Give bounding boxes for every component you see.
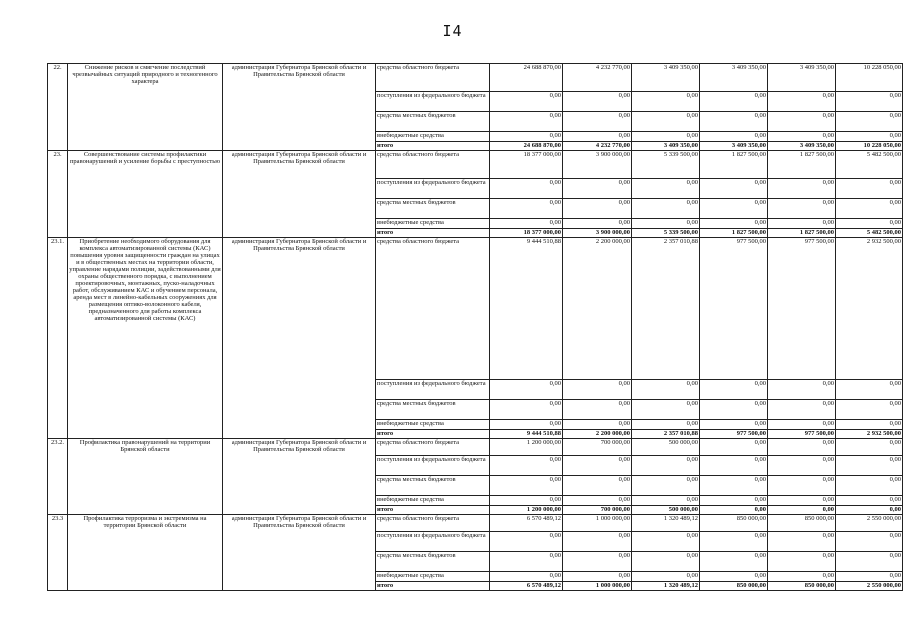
amount-cell: 0,00 — [768, 199, 836, 219]
activity-name: Профилактика терроризма и экстремизма на территории Брянской области — [68, 515, 223, 591]
amount-cell: 1 200 000,00 — [490, 439, 563, 456]
funding-source: итого — [376, 506, 490, 515]
amount-cell: 24 688 870,00 — [490, 142, 563, 151]
row-number: 23.2. — [48, 439, 68, 515]
amount-cell: 0,00 — [632, 456, 700, 476]
funding-source: поступления из федерального бюджета — [376, 179, 490, 199]
amount-cell: 0,00 — [836, 179, 903, 199]
amount-cell: 0,00 — [768, 476, 836, 496]
table-row — [48, 64, 903, 92]
amount-cell: 0,00 — [700, 439, 768, 456]
amount-cell: 0,00 — [700, 552, 768, 572]
amount-cell: 0,00 — [768, 420, 836, 430]
amount-cell: 0,00 — [490, 456, 563, 476]
amount-cell: 0,00 — [836, 572, 903, 582]
amount-cell: 0,00 — [836, 476, 903, 496]
activity-name: Профилактика правонарушений на территории Брянской области — [68, 439, 223, 515]
amount-cell: 0,00 — [768, 552, 836, 572]
funding-source: средства местных бюджетов — [376, 476, 490, 496]
amount-cell: 0,00 — [700, 532, 768, 552]
amount-cell: 0,00 — [700, 199, 768, 219]
funding-source: поступления из федерального бюджета — [376, 532, 490, 552]
budget-table — [47, 63, 903, 591]
amount-cell: 0,00 — [490, 476, 563, 496]
amount-cell: 5 482 500,00 — [836, 151, 903, 179]
amount-cell: 0,00 — [490, 400, 563, 420]
amount-cell: 0,00 — [563, 476, 632, 496]
activity-name: Совершенствование системы профилактики правонарушений и усиление борьбы с преступностью — [68, 151, 223, 238]
funding-source: итого — [376, 430, 490, 439]
row-number: 22. — [48, 64, 68, 151]
amount-cell: 0,00 — [563, 532, 632, 552]
amount-cell: 0,00 — [632, 552, 700, 572]
amount-cell: 0,00 — [563, 552, 632, 572]
amount-cell: 3 409 350,00 — [700, 142, 768, 151]
amount-cell: 3 409 350,00 — [700, 64, 768, 92]
funding-source: поступления из федерального бюджета — [376, 380, 490, 400]
amount-cell: 0,00 — [563, 199, 632, 219]
amount-cell: 0,00 — [490, 420, 563, 430]
amount-cell: 0,00 — [700, 572, 768, 582]
activity-name: Приобретение необходимого оборудования для комплекса автоматизированной системы (КАС) повышения уровня защищенности граждан на улицах и в общественных местах на территории области, управление нарядами полиции, задействованными для охраны общественного порядка, с выполнением проектировочных, монтажных, пуско-наладочных работ, обслуживанием КАС и обучением персонала, аренда мест в линейно-кабельных сооружениях для размещения оптико-волоконного кабеля, предназначенного для работы комплекса автоматизированной системы (КАС) — [68, 238, 223, 439]
amount-cell: 0,00 — [563, 496, 632, 506]
amount-cell: 1 000 000,00 — [563, 582, 632, 591]
amount-cell: 6 570 489,12 — [490, 582, 563, 591]
amount-cell: 0,00 — [632, 92, 700, 112]
executor-name: администрация Губернатора Брянской области и Правительства Брянской области — [223, 64, 376, 151]
amount-cell: 0,00 — [490, 552, 563, 572]
amount-cell: 0,00 — [700, 112, 768, 132]
table-row — [48, 439, 903, 456]
funding-source: средства областного бюджета — [376, 238, 490, 380]
amount-cell: 0,00 — [700, 92, 768, 112]
amount-cell: 0,00 — [563, 219, 632, 229]
amount-cell: 0,00 — [700, 420, 768, 430]
amount-cell: 3 409 350,00 — [632, 142, 700, 151]
amount-cell: 0,00 — [632, 532, 700, 552]
amount-cell: 850 000,00 — [700, 582, 768, 591]
amount-cell: 10 228 050,00 — [836, 64, 903, 92]
amount-cell: 0,00 — [632, 179, 700, 199]
amount-cell: 2 200 000,00 — [563, 430, 632, 439]
amount-cell: 977 500,00 — [700, 238, 768, 380]
table-row — [48, 238, 903, 380]
amount-cell: 0,00 — [768, 572, 836, 582]
amount-cell: 10 228 050,00 — [836, 142, 903, 151]
amount-cell: 0,00 — [768, 439, 836, 456]
amount-cell: 2 550 000,00 — [836, 582, 903, 591]
executor-name: администрация Губернатора Брянской области и Правительства Брянской области — [223, 439, 376, 515]
amount-cell: 0,00 — [836, 400, 903, 420]
amount-cell: 0,00 — [490, 219, 563, 229]
amount-cell: 0,00 — [490, 532, 563, 552]
amount-cell: 0,00 — [563, 112, 632, 132]
amount-cell: 5 339 500,00 — [632, 229, 700, 238]
amount-cell: 1 320 489,12 — [632, 515, 700, 532]
amount-cell: 0,00 — [700, 506, 768, 515]
amount-cell: 24 688 870,00 — [490, 64, 563, 92]
funding-source: внебюджетные средства — [376, 219, 490, 229]
amount-cell: 3 409 350,00 — [768, 64, 836, 92]
amount-cell: 0,00 — [700, 476, 768, 496]
amount-cell: 2 932 500,00 — [836, 238, 903, 380]
amount-cell: 0,00 — [632, 380, 700, 400]
funding-source: поступления из федерального бюджета — [376, 456, 490, 476]
amount-cell: 0,00 — [836, 92, 903, 112]
row-number: 23. — [48, 151, 68, 238]
amount-cell: 0,00 — [768, 380, 836, 400]
amount-cell: 3 900 000,00 — [563, 151, 632, 179]
funding-source: поступления из федерального бюджета — [376, 92, 490, 112]
amount-cell: 0,00 — [632, 112, 700, 132]
amount-cell: 0,00 — [490, 199, 563, 219]
amount-cell: 0,00 — [768, 400, 836, 420]
activity-name: Снижение рисков и смягчение последствий чрезвычайных ситуаций природного и техногенного характера — [68, 64, 223, 151]
amount-cell: 0,00 — [836, 380, 903, 400]
amount-cell: 0,00 — [836, 532, 903, 552]
amount-cell: 0,00 — [490, 572, 563, 582]
funding-source: средства местных бюджетов — [376, 112, 490, 132]
amount-cell: 0,00 — [632, 219, 700, 229]
funding-source: средства областного бюджета — [376, 439, 490, 456]
amount-cell: 4 232 770,00 — [563, 64, 632, 92]
funding-source: средства областного бюджета — [376, 151, 490, 179]
amount-cell: 18 377 000,00 — [490, 151, 563, 179]
amount-cell: 1 827 500,00 — [700, 151, 768, 179]
amount-cell: 1 827 500,00 — [768, 229, 836, 238]
amount-cell: 0,00 — [836, 496, 903, 506]
amount-cell: 2 550 000,00 — [836, 515, 903, 532]
amount-cell: 3 409 350,00 — [768, 142, 836, 151]
amount-cell: 0,00 — [490, 112, 563, 132]
funding-source: внебюджетные средства — [376, 572, 490, 582]
amount-cell: 0,00 — [836, 112, 903, 132]
amount-cell: 850 000,00 — [768, 515, 836, 532]
row-number: 23.1. — [48, 238, 68, 439]
amount-cell: 0,00 — [700, 456, 768, 476]
amount-cell: 0,00 — [768, 456, 836, 476]
executor-name: администрация Губернатора Брянской области и Правительства Брянской области — [223, 238, 376, 439]
amount-cell: 0,00 — [836, 199, 903, 219]
amount-cell: 700 000,00 — [563, 506, 632, 515]
amount-cell: 500 000,00 — [632, 439, 700, 456]
funding-source: внебюджетные средства — [376, 496, 490, 506]
amount-cell: 977 500,00 — [768, 430, 836, 439]
amount-cell: 0,00 — [768, 506, 836, 515]
amount-cell: 3 409 350,00 — [632, 64, 700, 92]
amount-cell: 0,00 — [768, 112, 836, 132]
executor-name: администрация Губернатора Брянской области и Правительства Брянской области — [223, 515, 376, 591]
amount-cell: 850 000,00 — [700, 515, 768, 532]
amount-cell: 2 932 500,00 — [836, 430, 903, 439]
funding-source: внебюджетные средства — [376, 420, 490, 430]
amount-cell: 2 357 010,88 — [632, 238, 700, 380]
table-row — [48, 515, 903, 532]
amount-cell: 0,00 — [490, 179, 563, 199]
amount-cell: 0,00 — [490, 496, 563, 506]
amount-cell: 2 200 000,00 — [563, 238, 632, 380]
amount-cell: 5 482 500,00 — [836, 229, 903, 238]
funding-source: внебюджетные средства — [376, 132, 490, 142]
amount-cell: 977 500,00 — [768, 238, 836, 380]
amount-cell: 0,00 — [700, 400, 768, 420]
executor-name: администрация Губернатора Брянской области и Правительства Брянской области — [223, 151, 376, 238]
amount-cell: 0,00 — [836, 456, 903, 476]
funding-source: средства областного бюджета — [376, 64, 490, 92]
amount-cell: 0,00 — [563, 179, 632, 199]
amount-cell: 9 444 510,88 — [490, 430, 563, 439]
page-number: I4 — [442, 22, 463, 40]
amount-cell: 500 000,00 — [632, 506, 700, 515]
amount-cell: 0,00 — [768, 219, 836, 229]
amount-cell: 0,00 — [632, 400, 700, 420]
amount-cell: 0,00 — [700, 496, 768, 506]
amount-cell: 0,00 — [768, 496, 836, 506]
amount-cell: 0,00 — [836, 132, 903, 142]
amount-cell: 0,00 — [836, 506, 903, 515]
funding-source: итого — [376, 582, 490, 591]
amount-cell: 0,00 — [768, 132, 836, 142]
funding-source: итого — [376, 142, 490, 151]
amount-cell: 0,00 — [563, 456, 632, 476]
funding-source: итого — [376, 229, 490, 238]
funding-source: средства местных бюджетов — [376, 552, 490, 572]
amount-cell: 0,00 — [563, 572, 632, 582]
amount-cell: 0,00 — [632, 496, 700, 506]
amount-cell: 0,00 — [632, 476, 700, 496]
amount-cell: 0,00 — [490, 132, 563, 142]
amount-cell: 0,00 — [836, 420, 903, 430]
amount-cell: 3 900 000,00 — [563, 229, 632, 238]
row-number: 23.3 — [48, 515, 68, 591]
amount-cell: 1 200 000,00 — [490, 506, 563, 515]
amount-cell: 0,00 — [563, 420, 632, 430]
amount-cell: 9 444 510,88 — [490, 238, 563, 380]
amount-cell: 0,00 — [700, 132, 768, 142]
amount-cell: 1 000 000,00 — [563, 515, 632, 532]
amount-cell: 5 339 500,00 — [632, 151, 700, 179]
amount-cell: 0,00 — [490, 92, 563, 112]
amount-cell: 0,00 — [632, 199, 700, 219]
amount-cell: 0,00 — [563, 380, 632, 400]
amount-cell: 0,00 — [768, 532, 836, 552]
amount-cell: 700 000,00 — [563, 439, 632, 456]
amount-cell: 0,00 — [632, 132, 700, 142]
amount-cell: 850 000,00 — [768, 582, 836, 591]
amount-cell: 0,00 — [768, 92, 836, 112]
amount-cell: 0,00 — [700, 380, 768, 400]
amount-cell: 0,00 — [836, 552, 903, 572]
amount-cell: 0,00 — [632, 572, 700, 582]
table-row — [48, 151, 903, 179]
amount-cell: 0,00 — [700, 179, 768, 199]
amount-cell: 1 827 500,00 — [768, 151, 836, 179]
amount-cell: 0,00 — [768, 179, 836, 199]
amount-cell: 0,00 — [700, 219, 768, 229]
amount-cell: 2 357 010,88 — [632, 430, 700, 439]
amount-cell: 6 570 489,12 — [490, 515, 563, 532]
amount-cell: 0,00 — [490, 380, 563, 400]
amount-cell: 18 377 000,00 — [490, 229, 563, 238]
amount-cell: 1 320 489,12 — [632, 582, 700, 591]
amount-cell: 0,00 — [563, 400, 632, 420]
funding-source: средства местных бюджетов — [376, 400, 490, 420]
amount-cell: 0,00 — [563, 92, 632, 112]
amount-cell: 0,00 — [563, 132, 632, 142]
amount-cell: 0,00 — [632, 420, 700, 430]
funding-source: средства областного бюджета — [376, 515, 490, 532]
amount-cell: 0,00 — [836, 439, 903, 456]
amount-cell: 977 500,00 — [700, 430, 768, 439]
amount-cell: 0,00 — [836, 219, 903, 229]
amount-cell: 4 232 770,00 — [563, 142, 632, 151]
funding-source: средства местных бюджетов — [376, 199, 490, 219]
amount-cell: 1 827 500,00 — [700, 229, 768, 238]
